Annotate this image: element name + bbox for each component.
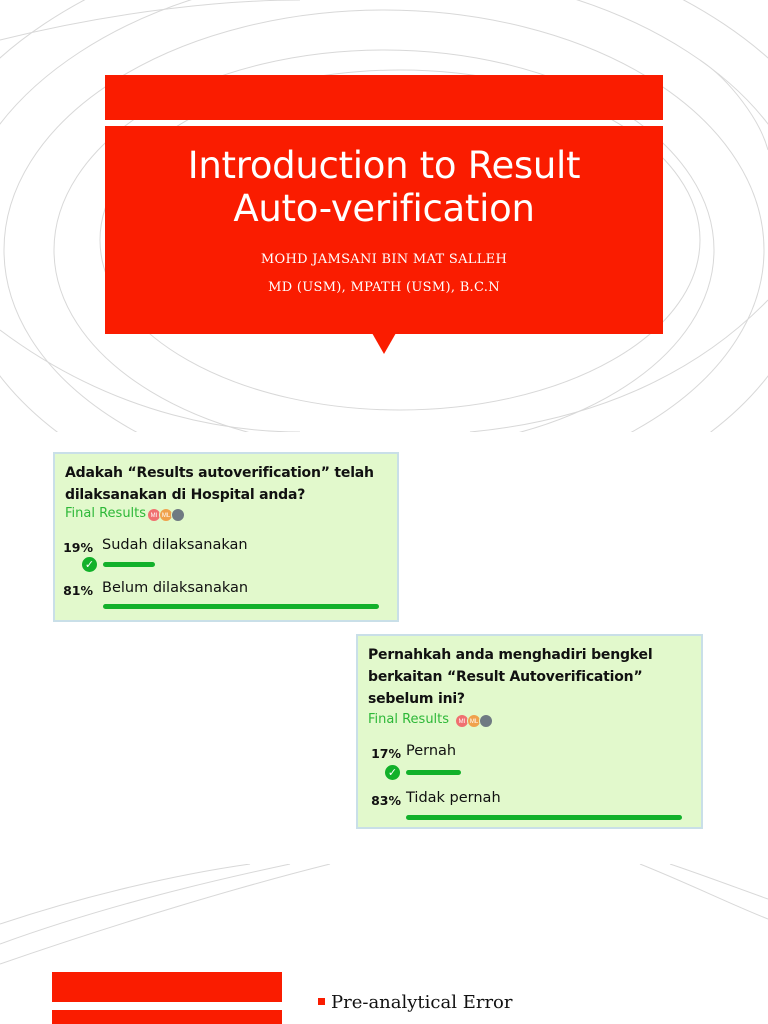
checkmark-icon: ✓ xyxy=(82,557,97,572)
author-credentials: MD (USM), MPATH (USM), B.C.N xyxy=(268,280,500,295)
question-line: dilaksanakan di Hospital anda? xyxy=(65,487,306,503)
title-pointer xyxy=(372,333,396,354)
option-label: Belum dilaksanakan xyxy=(102,580,249,596)
final-results-label: Final Results xyxy=(368,712,450,727)
option-result-bar xyxy=(406,770,461,775)
option-label: Tidak pernah xyxy=(406,790,501,806)
title-slide xyxy=(0,0,768,432)
option-percent: 81% xyxy=(63,583,93,598)
question-line: Adakah “Results autoverification” telah xyxy=(65,465,374,481)
poll-card xyxy=(356,634,703,829)
content-slide xyxy=(0,864,768,1024)
title-box xyxy=(105,126,663,334)
question-line: sebelum ini? xyxy=(368,691,465,707)
avatar: ML xyxy=(159,508,173,522)
option-percent: 83% xyxy=(371,793,401,808)
title-line-1: Introduction to Result xyxy=(187,144,581,187)
checkmark-icon: ✓ xyxy=(385,765,400,780)
option-label: Pernah xyxy=(406,743,457,759)
question-line: berkaitan “Result Autoverification” xyxy=(368,669,643,685)
bullet-item xyxy=(318,992,513,1013)
photo-avatar-icon xyxy=(171,508,185,522)
poll-question xyxy=(368,644,652,710)
author-name: MOHD JAMSANI BIN MAT SALLEH xyxy=(260,252,508,267)
option-result-bar xyxy=(103,562,155,567)
avatar: MI xyxy=(455,714,469,728)
option-percent: 19% xyxy=(63,540,93,555)
poll-card xyxy=(53,452,399,622)
bullet-square-icon xyxy=(318,998,325,1005)
accent-bar xyxy=(52,972,282,1002)
bullet-text: Pre-analytical Error xyxy=(331,992,513,1013)
poll-question xyxy=(65,462,374,506)
option-result-bar xyxy=(103,604,379,609)
slide-title xyxy=(105,144,663,230)
question-line: Pernahkah anda menghadiri bengkel xyxy=(368,647,653,663)
avatar: ML xyxy=(467,714,481,728)
title-line-2: Auto-verification xyxy=(233,187,535,230)
option-result-bar xyxy=(406,815,682,820)
poll-slide xyxy=(0,432,768,864)
photo-avatar-icon xyxy=(479,714,493,728)
option-label: Sudah dilaksanakan xyxy=(102,537,248,553)
title-top-bar xyxy=(105,75,663,120)
avatar: MI xyxy=(147,508,161,522)
option-percent: 17% xyxy=(371,746,401,761)
accent-bar xyxy=(52,1010,282,1024)
final-results-label: Final Results xyxy=(65,506,147,521)
